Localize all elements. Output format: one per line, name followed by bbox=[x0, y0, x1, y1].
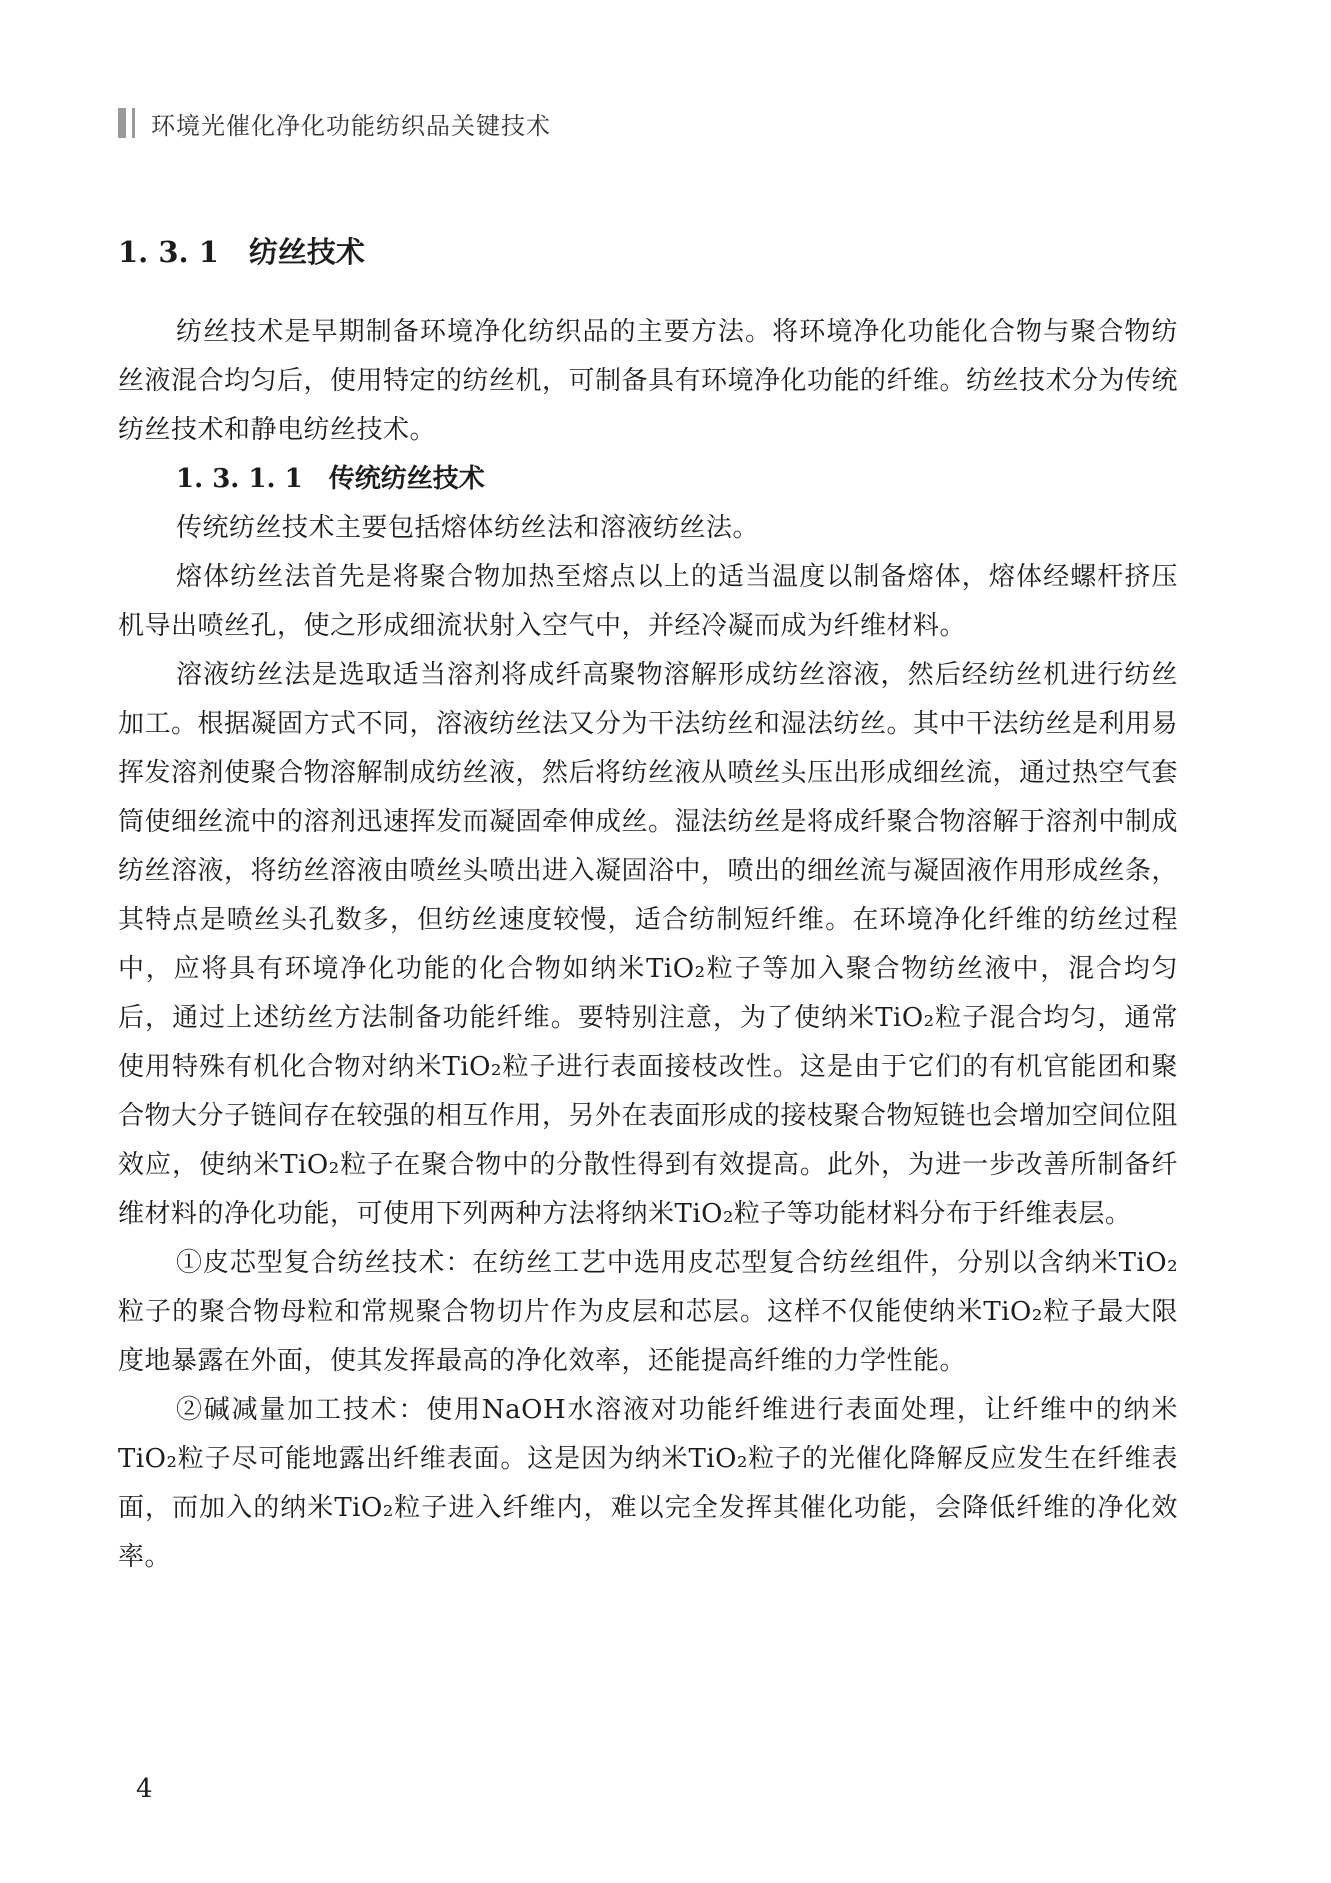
section-number: 1. 3. 1 bbox=[118, 235, 219, 269]
paragraph: 溶液纺丝法是选取适当溶剂将成纤高聚物溶解形成纺丝溶液，然后经纺丝机进行纺丝加工。根据凝固方式不同，溶液纺丝法又分为干法纺丝和湿法纺丝。其中干法纺丝是利用易挥发溶剂使聚合物溶解制成纺丝液，然后将纺丝液从喷丝头压出形成细丝流，通过热空气套筒使细丝流中的溶剂迅速挥发而凝固牵伸成丝。湿法纺丝是将成纤聚合物溶解于溶剂中制成纺丝溶液，将纺丝溶液由喷丝头喷出进入凝固浴中，喷出的细丝流与凝固液作用形成丝条，其特点是喷丝头孔数多，但纺丝速度较慢，适合纺制短纤维。在环境净化纤维的纺丝过程中，应将具有环境净化功能的化合物如纳米TiO₂粒子等加入聚合物纺丝液中，混合均匀后，通过上述纺丝方法制备功能纤维。要特别注意，为了使纳米TiO₂粒子混合均匀，通常使用特殊有机化合物对纳米TiO₂粒子进行表面接枝改性。这是由于它们的有机官能团和聚合物大分子链间存在较强的相互作用，另外在表面形成的接枝聚合物短链也会增加空间位阻效应，使纳米TiO₂粒子在聚合物中的分散性得到有效提高。此外，为进一步改善所制备纤维材料的净化功能，可使用下列两种方法将纳米TiO₂粒子等功能材料分布于纤维表层。 bbox=[118, 660, 1179, 1229]
subsection-number: 1. 3. 1. 1 bbox=[176, 464, 303, 494]
running-header bbox=[118, 108, 551, 138]
page-body bbox=[118, 230, 1178, 1582]
subsection-heading bbox=[118, 455, 1178, 504]
running-title: 环境光催化净化功能纺织品关键技术 bbox=[151, 111, 551, 140]
paragraph: 传统纺丝技术主要包括熔体纺丝法和溶液纺丝法。 bbox=[176, 513, 760, 543]
section-title: 纺丝技术 bbox=[248, 235, 365, 269]
paragraph: ②碱减量加工技术：使用NaOH水溶液对功能纤维进行表面处理，让纤维中的纳米TiO₂粒子尽可能地露出纤维表面。这是因为纳米TiO₂粒子的光催化降解反应发生在纤维表面，而加入的纳米TiO₂粒子进入纤维内，难以完全发挥其催化功能，会降低纤维的净化效率。 bbox=[118, 1395, 1178, 1572]
header-bar-icon bbox=[118, 108, 126, 138]
section-heading bbox=[118, 230, 1178, 274]
paragraph: 纺丝技术是早期制备环境净化纺织品的主要方法。将环境净化功能化合物与聚合物纺丝液混合均匀后，使用特定的纺丝机，可制备具有环境净化功能的纤维。纺丝技术分为传统纺丝技术和静电纺丝技术。 bbox=[118, 317, 1179, 445]
paragraph: ①皮芯型复合纺丝技术：在纺丝工艺中选用皮芯型复合纺丝组件，分别以含纳米TiO₂粒子的聚合物母粒和常规聚合物切片作为皮层和芯层。这样不仅能使纳米TiO₂粒子最大限度地暴露在外面，使其发挥最高的净化效率，还能提高纤维的力学性能。 bbox=[118, 1248, 1178, 1376]
paragraph: 熔体纺丝法首先是将聚合物加热至熔点以上的适当温度以制备熔体，熔体经螺杆挤压机导出喷丝孔，使之形成细流状射入空气中，并经冷凝而成为纤维材料。 bbox=[118, 562, 1178, 641]
page-number: 4 bbox=[136, 1774, 153, 1804]
subsection-title: 传统纺丝技术 bbox=[328, 464, 485, 494]
header-thin-bar-icon bbox=[132, 108, 135, 138]
